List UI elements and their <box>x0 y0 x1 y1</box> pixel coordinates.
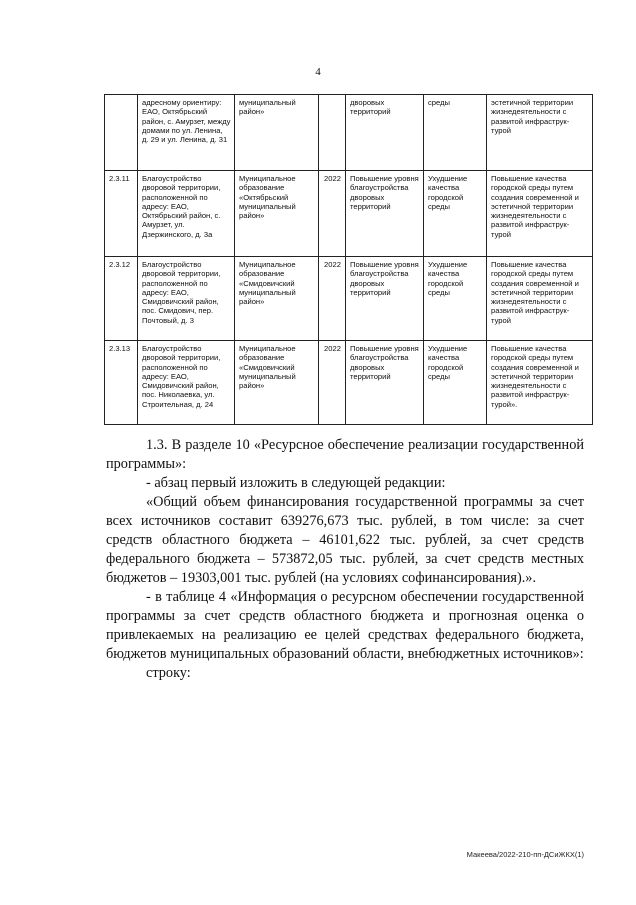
program-activities-table <box>104 94 593 425</box>
cell-object: Благоустройство дворовой территории, расположенной по адресу: ЕАО, Смидовичский район, пос. Николаевка, ул. Строительная, д. 24 <box>138 341 235 425</box>
cell-goal: Повышение уровня благоустройства дворовых территорий <box>346 171 424 257</box>
cell-year <box>319 95 346 171</box>
cell-risk: Ухудшение качества городской среды <box>424 341 487 425</box>
cell-num: 2.3.12 <box>105 257 138 341</box>
cell-effect: Повышение качества городской среды путем создания современной и эстетичной территории жизнедеятельности с развитой инфраструк-турой». <box>487 341 593 425</box>
cell-risk: среды <box>424 95 487 171</box>
cell-effect: Повышение качества городской среды путем создания современной и эстетичной территории жизнедеятельности с развитой инфраструк-турой <box>487 171 593 257</box>
cell-year: 2022 <box>319 341 346 425</box>
cell-effect: Повышение качества городской среды путем создания современной и эстетичной территории жизнедеятельности с развитой инфраструк-турой <box>487 257 593 341</box>
amendment-text <box>106 436 584 683</box>
paragraph-table-4: - в таблице 4 «Информация о ресурсном обеспечении государственной программы за счет средств областного бюджета и прогнозная оценка о привлекаемых на реализацию ее целей средствах федерального бюджета, бюджетов муниципальных образований области, внебюджетных источников»: <box>106 589 584 662</box>
cell-object: Благоустройство дворовой территории, расположенной по адресу: ЕАО, Октябрьский район, с. Амурзет, ул. Дзержинского, д. 3а <box>138 171 235 257</box>
cell-year: 2022 <box>319 257 346 341</box>
table-row <box>105 95 593 171</box>
cell-object: адресному ориентиру: ЕАО, Октябрьский район, с. Амурзет, между домами по ул. Ленина, д. 29 и ул. Ленина, д. 31 <box>138 95 235 171</box>
cell-executor: Муниципальное образование «Смидовичский муниципальный район» <box>235 341 319 425</box>
paragraph-first-abzac: - абзац первый изложить в следующей редакции: <box>146 475 446 491</box>
paragraph-financing: «Общий объем финансирования государственной программы за счет всех источников составит 639276,673 тыс. рублей, в том числе: за счет средств областного бюджета – 46101,622 тыс. рублей, за счет средств федерального бюджета – 573872,05 тыс. рублей, за счет средств местных бюджетов – 19303,001 тыс. рублей (на условиях софинансирования).». <box>106 494 584 586</box>
cell-goal: Повышение уровня благоустройства дворовых территорий <box>346 341 424 425</box>
document-reference: Макеева/2022-210-пп-ДСиЖКХ(1) <box>466 850 584 859</box>
table-row <box>105 171 593 257</box>
cell-object: Благоустройство дворовой территории, расположенной по адресу: ЕАО, Смидовичский район, пос. Смидович, пер. Почтовый, д. 3 <box>138 257 235 341</box>
cell-executor: муниципальный район» <box>235 95 319 171</box>
cell-year: 2022 <box>319 171 346 257</box>
paragraph-section-10: 1.3. В разделе 10 «Ресурсное обеспечение реализации государственной программы»: <box>106 437 584 472</box>
cell-num: 2.3.11 <box>105 171 138 257</box>
cell-risk: Ухудшение качества городской среды <box>424 171 487 257</box>
cell-num <box>105 95 138 171</box>
cell-effect: эстетичной территории жизнедеятельности с развитой инфраструк-турой <box>487 95 593 171</box>
table-row <box>105 257 593 341</box>
cell-executor: Муниципальное образование «Смидовичский муниципальный район» <box>235 257 319 341</box>
cell-goal: Повышение уровня благоустройства дворовых территорий <box>346 257 424 341</box>
table-row <box>105 341 593 425</box>
cell-risk: Ухудшение качества городской среды <box>424 257 487 341</box>
cell-goal: дворовых территорий <box>346 95 424 171</box>
page-number: 4 <box>315 66 321 78</box>
cell-executor: Муниципальное образование «Октябрьский муниципальный район» <box>235 171 319 257</box>
cell-num: 2.3.13 <box>105 341 138 425</box>
paragraph-row: строку: <box>146 665 191 681</box>
